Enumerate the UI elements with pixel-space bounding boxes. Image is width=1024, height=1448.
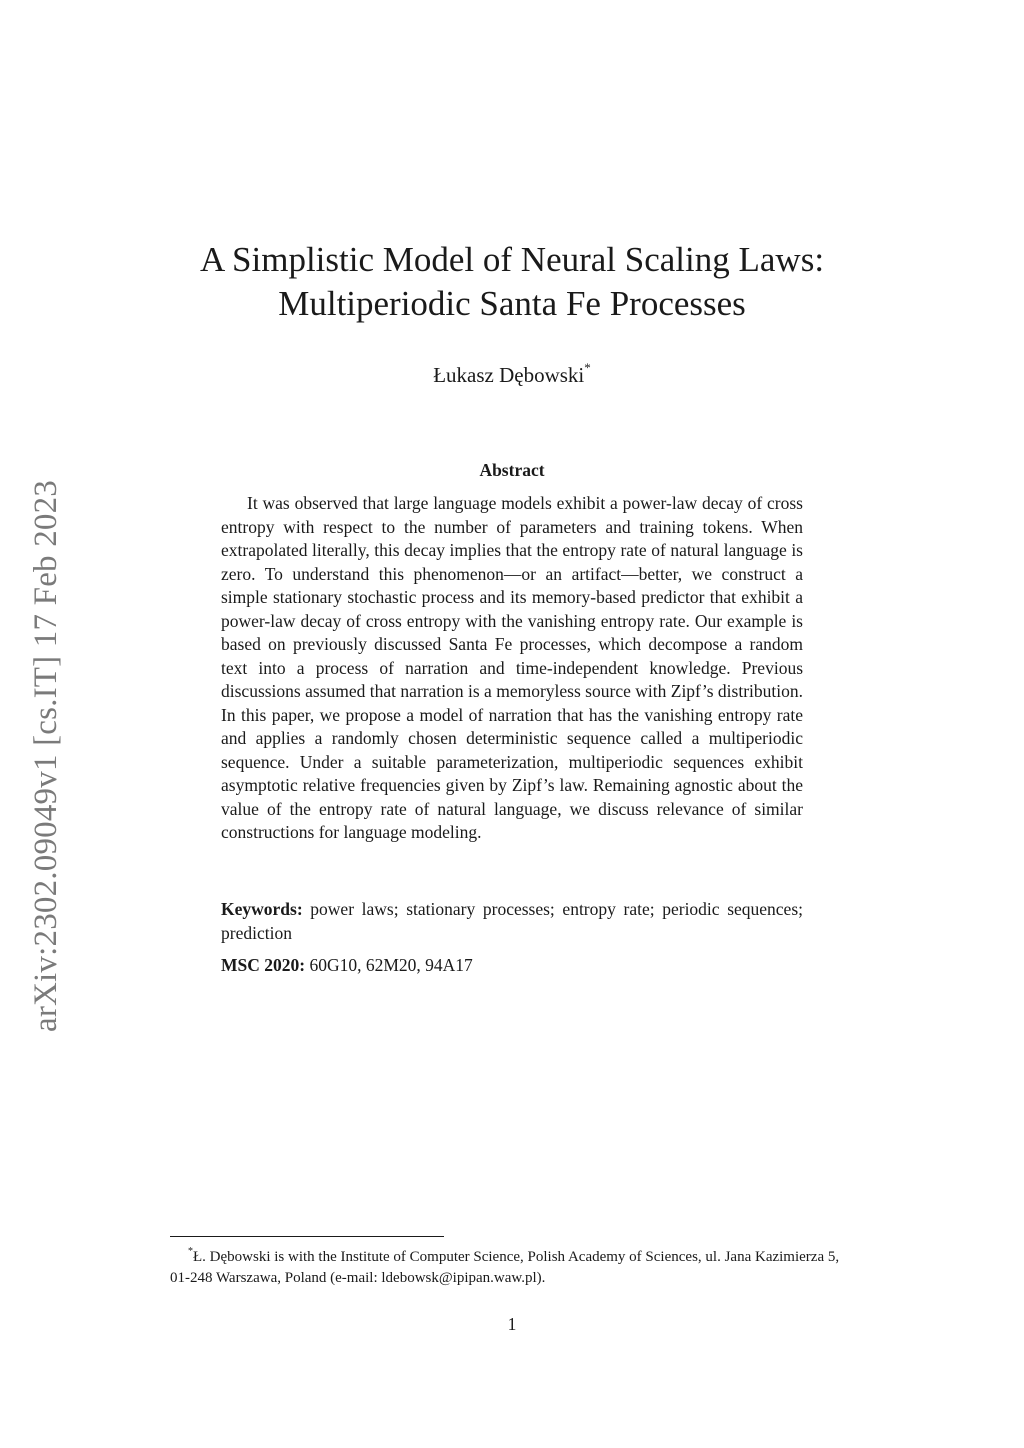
footnote-marker: * (188, 1246, 193, 1257)
abstract-heading: Abstract (479, 460, 545, 480)
arxiv-identifier-stamp: arXiv:2302.09049v1 [cs.IT] 17 Feb 2023 (28, 479, 64, 1033)
page-number: 1 (507, 1314, 517, 1334)
author-line (112, 356, 912, 389)
msc-section (221, 954, 803, 978)
footnote-divider (170, 1236, 444, 1237)
paper-title (112, 238, 912, 326)
keywords-label: Keywords: (221, 899, 303, 919)
keywords-section (221, 898, 803, 945)
keywords-text: power laws; stationary processes; entropy rate; periodic sequences; prediction (221, 899, 803, 943)
author-footnote (170, 1242, 860, 1289)
msc-label: MSC 2020: (221, 955, 306, 975)
footnote-text: Ł. Dębowski is with the Institute of Computer Science, Polish Academy of Sciences, ul. Jana Kazimierza 5, 01-248 Warszawa, Poland (e-mail: ldebowsk@ipipan.waw.pl). (170, 1249, 840, 1286)
abstract-body: It was observed that large language models exhibit a power-law decay of cross entropy with respect to the number of parameters and training tokens. When extrapolated literally, this decay implies that the entropy rate of natural language is zero. To understand this phenomenon—or an artifact—better, we construct a simple stationary stochastic process and its memory-based predictor that exhibit a power-law decay of cross entropy with the vanishing entropy rate. Our example is based on previously discussed Santa Fe processes, which decompose a random text into a process of narration and time-independent knowledge. Previous discussions assumed that narration is a memoryless source with Zipf’s distribution. In this paper, we propose a model of narration that has the vanishing entropy rate and applies a randomly chosen deterministic sequence called a multiperiodic sequence. Under a suitable parameterization, multiperiodic sequences exhibit asymptotic relative frequencies given by Zipf’s law. Remaining agnostic about the value of the entropy rate of natural language, we discuss relevance of similar constructions for language modeling. (221, 493, 803, 842)
author-name: Łukasz Dębowski (433, 363, 585, 387)
msc-codes: 60G10, 62M20, 94A17 (309, 955, 473, 975)
paper-title-line-2: Multiperiodic Santa Fe Processes (278, 284, 746, 323)
paper-title-line-1: A Simplistic Model of Neural Scaling Laws: (199, 240, 825, 279)
author-footnote-marker: * (584, 360, 591, 375)
